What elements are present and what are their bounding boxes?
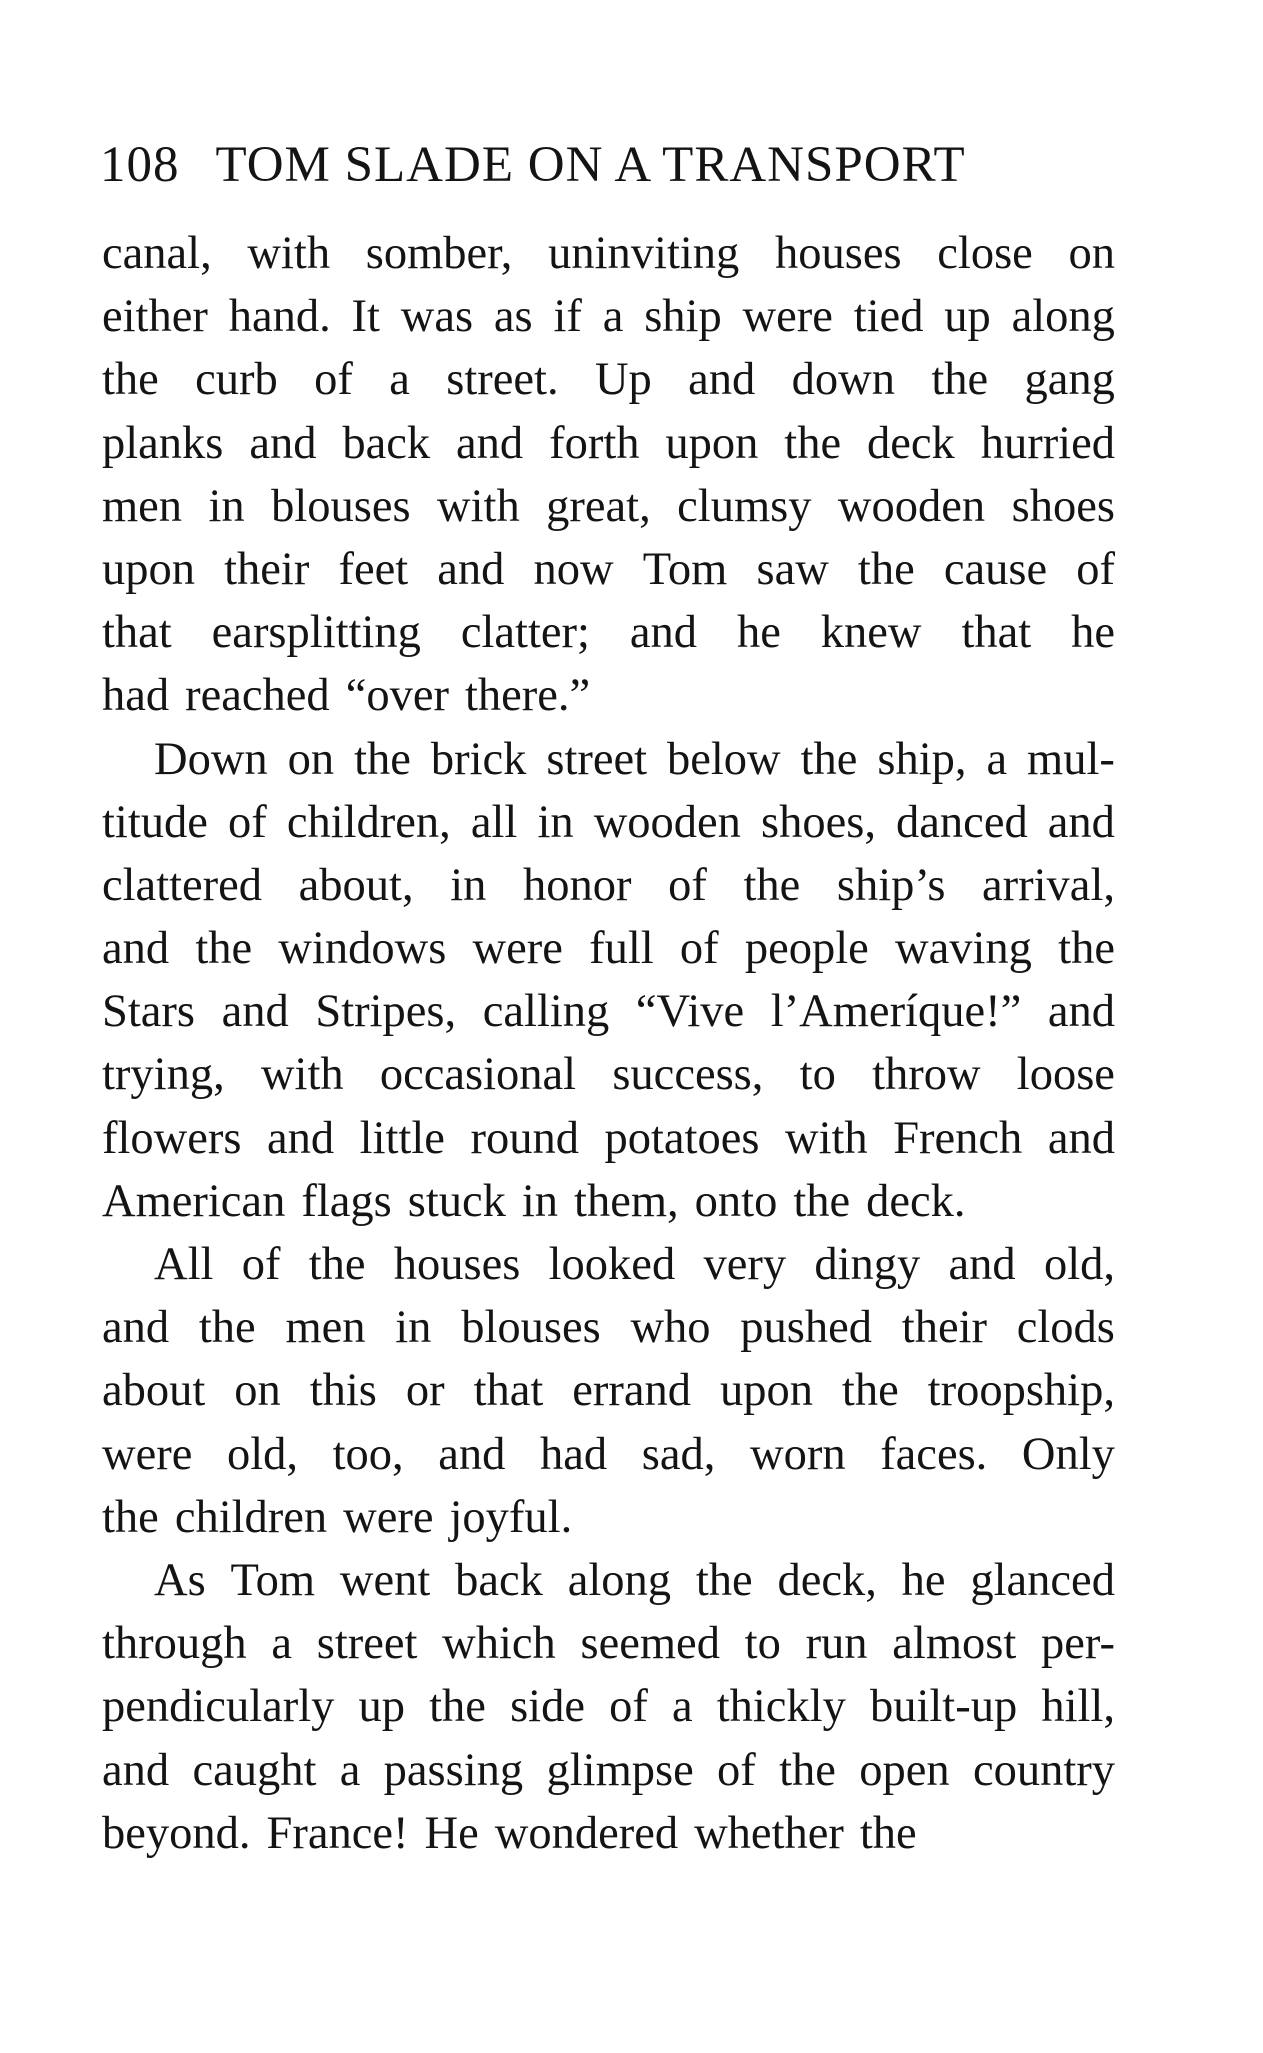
text-line: had reached “over there.” (102, 670, 591, 722)
paragraph (102, 728, 1115, 1234)
page-number: 108 (100, 137, 180, 193)
text-line: pendicularly up the side of a thickly built-up hill, (102, 1681, 1115, 1733)
text-line: Stars and Stripes, calling “Vive l’Ameríque!” and (102, 986, 1115, 1038)
text-line: clattered about, in honor of the ship’s arrival, (102, 859, 1115, 911)
text-line: As Tom went back along the deck, he glanced (154, 1554, 1115, 1606)
text-line: American flags stuck in them, onto the deck. (102, 1175, 966, 1227)
paragraph (102, 1549, 1115, 1865)
text-line: were old, too, and had sad, worn faces. Only (102, 1428, 1115, 1480)
text-line: upon their feet and now Tom saw the cause of (102, 543, 1115, 595)
paragraph (102, 222, 1115, 728)
body-text (102, 222, 1115, 1865)
text-line: the curb of a street. Up and down the gang (102, 354, 1115, 406)
text-line: Down on the brick street below the ship, a mul- (154, 733, 1115, 785)
running-head (100, 136, 1110, 196)
text-line: planks and back and forth upon the deck hurried (102, 417, 1115, 469)
text-line: and the windows were full of people waving the (102, 923, 1115, 975)
paragraph (102, 1233, 1115, 1549)
text-line: the children were joyful. (102, 1491, 573, 1543)
text-line: and the men in blouses who pushed their clods (102, 1302, 1115, 1354)
text-line: All of the houses looked very dingy and old, (154, 1239, 1115, 1290)
text-line: that earsplitting clatter; and he knew that he (102, 607, 1115, 659)
text-line: about on this or that errand upon the troopship, (102, 1365, 1115, 1417)
text-line: and caught a passing glimpse of the open country (102, 1744, 1115, 1796)
text-line: beyond. France! He wondered whether the (102, 1807, 917, 1859)
text-line: titude of children, all in wooden shoes, danced and (102, 796, 1115, 848)
text-line: either hand. It was as if a ship were tied up along (102, 291, 1115, 343)
text-line: canal, with somber, uninviting houses close on (102, 228, 1115, 279)
text-line: through a street which seemed to run almost per- (102, 1618, 1115, 1670)
text-line: flowers and little round potatoes with French and (102, 1112, 1115, 1164)
running-title: TOM SLADE ON A TRANSPORT (215, 137, 966, 193)
text-line: men in blouses with great, clumsy wooden shoes (102, 480, 1115, 532)
text-line: trying, with occasional success, to throw loose (102, 1049, 1115, 1101)
